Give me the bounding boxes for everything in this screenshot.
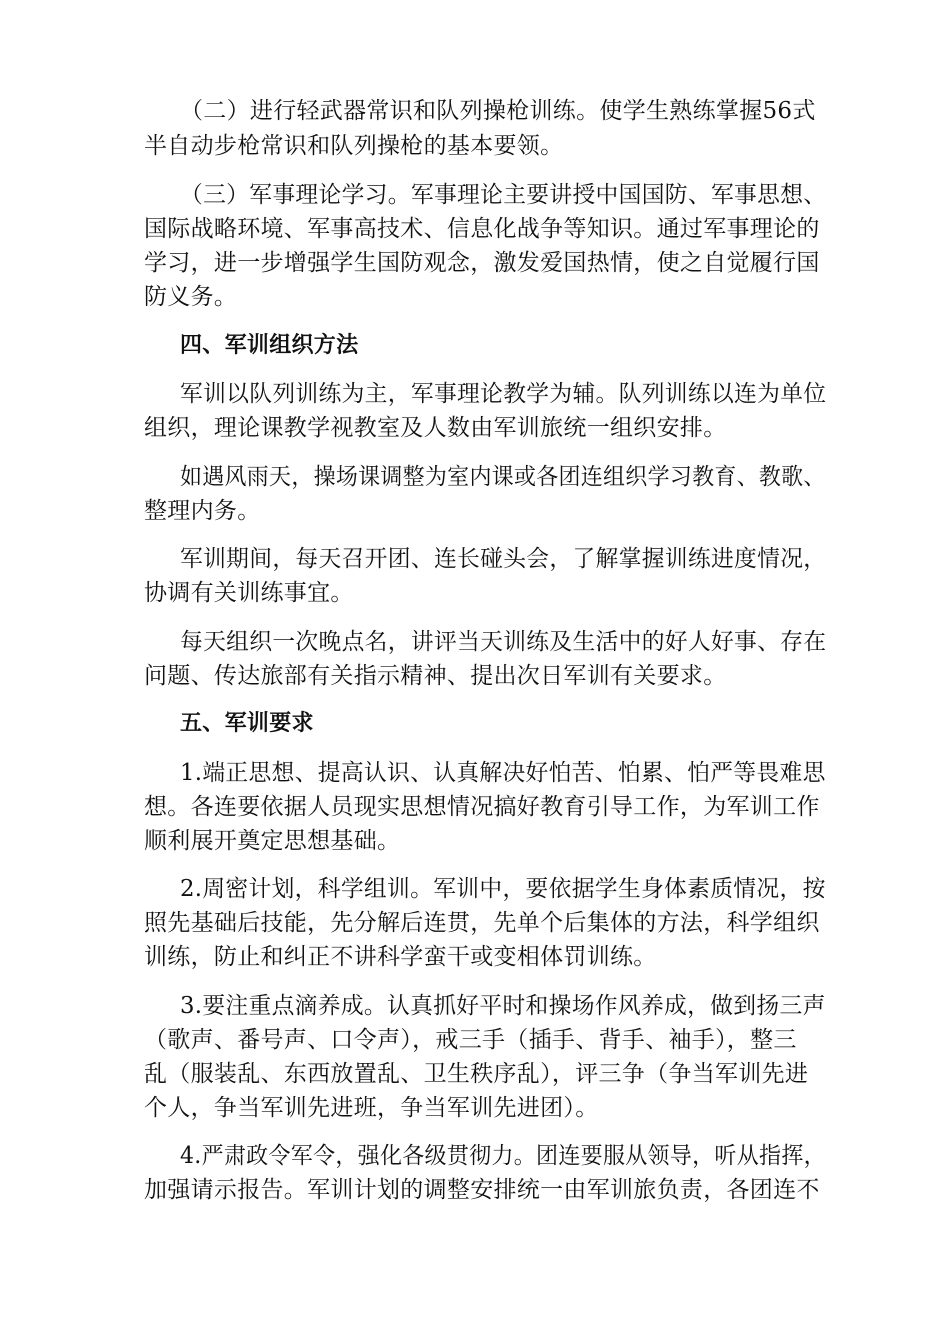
- paragraph-line: 照先基础后技能，先分解后连贯，先单个后集体的方法，科学组织: [144, 910, 820, 936]
- paragraph-line: 整理内务。: [144, 498, 261, 524]
- paragraph-line: 个人，争当军训先进班，争当军训先进团）。: [144, 1095, 599, 1121]
- paragraph-line: （歌声、番号声、口令声），戒三手（插手、背手、袖手），整三: [144, 1027, 797, 1053]
- paragraph-line: 1.端正思想、提高认识、认真解决好怕苦、怕累、怕严等畏难思: [180, 760, 826, 786]
- paragraph-line: 国际战略环境、军事高技术、信息化战争等知识。通过军事理论的: [144, 216, 820, 242]
- paragraph-line: 学习，进一步增强学生国防观念，激发爱国热情，使之自觉履行国: [144, 250, 820, 276]
- paragraph-line: 训练，防止和纠正不讲科学蛮干或变相体罚训练。: [144, 944, 657, 970]
- paragraph-line: 4.严肃政令军令，强化各级贯彻力。团连要服从领导，听从指挥，: [180, 1143, 826, 1169]
- paragraph-line: 加强请示报告。军训计划的调整安排统一由军训旅负责，各团连不: [144, 1177, 820, 1203]
- paragraph-line: 军训期间，每天召开团、连长碰头会，了解掌握训练进度情况，: [180, 546, 827, 572]
- paragraph-line: 军训以队列训练为主，军事理论教学为辅。队列训练以连为单位: [180, 381, 827, 407]
- paragraph-line: 问题、传达旅部有关指示精神、提出次日军训有关要求。: [144, 663, 727, 689]
- paragraph-line: 如遇风雨天，操场课调整为室内课或各团连组织学习教育、教歌、: [180, 464, 826, 490]
- paragraph-line: 想。各连要依据人员现实思想情况搞好教育引导工作，为军训工作: [144, 794, 820, 820]
- paragraph-line: （三）军事理论学习。军事理论主要讲授中国国防、军事思想、: [180, 182, 827, 208]
- paragraph-line: 2.周密计划，科学组训。军训中，要依据学生身体素质情况，按: [180, 876, 826, 902]
- paragraph-line: 每天组织一次晚点名，讲评当天训练及生活中的好人好事、存在: [180, 629, 827, 655]
- paragraph-line: 3.要注重点滴养成。认真抓好平时和操场作风养成，做到扬三声: [180, 993, 826, 1019]
- section-heading-4: 四、军训组织方法: [180, 333, 359, 358]
- paragraph-line: 防义务。: [144, 284, 238, 310]
- paragraph-line: 协调有关训练事宜。: [144, 580, 354, 606]
- paragraph-line: 组织，理论课教学视教室及人数由军训旅统一组织安排。: [144, 415, 727, 441]
- paragraph-line: 半自动步枪常识和队列操枪的基本要领。: [144, 133, 564, 159]
- section-heading-5: 五、军训要求: [180, 711, 314, 736]
- paragraph-line: 顺利展开奠定思想基础。: [144, 828, 401, 854]
- paragraph-line: （二）进行轻武器常识和队列操枪训练。使学生熟练掌握56式: [180, 98, 816, 124]
- paragraph-line: 乱（服装乱、东西放置乱、卫生秩序乱），评三争（争当军训先进: [144, 1061, 809, 1087]
